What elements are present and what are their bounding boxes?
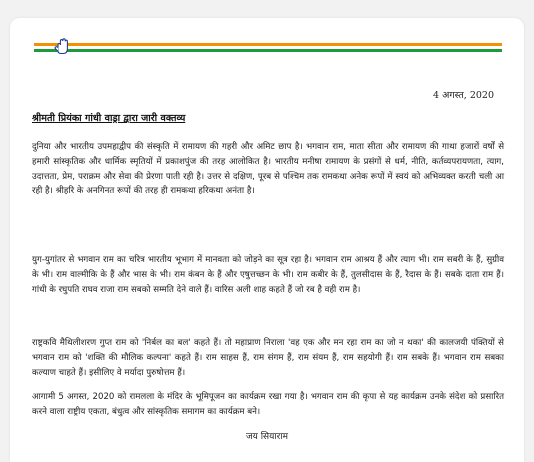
statement-date: 4 अगस्त, 2020: [433, 90, 494, 101]
tricolor-letterhead-band: [34, 43, 502, 52]
green-stripe: [34, 49, 502, 52]
statement-paragraph-3: राष्ट्रकवि मैथिलीशरण गुप्त राम को 'निर्बल का बल' कहते हैं। तो महाप्राण निराला 'वह एक और मन रहा राम का जो न थका' की कालजयी पंक्तियों से भगवान राम को 'शक्ति की मौलिक कल्पना' कहते हैं। राम साहस हैं, राम संगम हैं, राम संयम हैं, राम सहयोगी हैं। राम सबके हैं। भगवान राम सबका कल्याण चाहते हैं। इसीलिए वे मर्यादा पुरुषोत्तम हैं।: [32, 338, 504, 378]
statement-paragraph-1: दुनिया और भारतीय उपमहाद्वीप की संस्कृति में रामायण की गहरी और अमिट छाप है। भगवान राम, माता सीता और रामायण की गाथा हजारों वर्षों से हमारी सांस्कृतिक और धार्मिक स्मृतियों में प्रकाशपुंज की तरह आलोकित है। भारतीय मनीषा रामायण के प्रसंगों से धर्म, नीति, कर्तव्यपरायणता, त्याग, उदात्तता, प्रेम, पराक्रम और सेवा की प्रेरणा पाती रही है। उत्तर से दक्षिण, पूरब से पश्चिम तक रामकथा अनेक रूपों में स्वयं को अभिव्यक्त करती चली आ रही है। श्रीहरि के अनगिनत रूपों की तरह ही रामकथा हरिकथा अनंता है।: [32, 142, 504, 197]
press-statement-document: [10, 18, 524, 462]
statement-paragraph-4: आगामी 5 अगस्त, 2020 को रामलला के मंदिर के भूमिपूजन का कार्यक्रम रखा गया है। भगवान राम की कृपा से यह कार्यक्रम उनके संदेश को प्रसारित करने वाला राष्ट्रीय एकता, बंधुत्व और सांस्कृतिक समागम का कार्यक्रम बने।: [32, 392, 504, 417]
congress-hand-logo-icon: [50, 36, 74, 58]
statement-paragraph-2: युग-युगांतर से भगवान राम का चरित्र भारतीय भूभाग में मानवता को जोड़ने का सूत्र रहा है। भगवान राम आश्रय हैं और त्याग भी। राम सबरी के हैं, सुग्रीव के भी। राम वाल्मीकि के हैं और भास के भी। राम कंबन के हैं और एषुत्तच्छन के भी। राम कबीर के हैं, तुलसीदास के हैं, रैदास के हैं। सबके दाता राम हैं। गांधी के रघुपति राघव राजा राम सबको सम्मति देने वाले हैं। वारिस अली शाह कहते हैं जो रब है वही राम है।: [32, 255, 504, 295]
statement-signoff: जय सियाराम: [245, 432, 289, 442]
statement-title: श्रीमती प्रियंका गांधी वाड्रा द्वारा जारी वक्तव्य: [32, 113, 186, 124]
